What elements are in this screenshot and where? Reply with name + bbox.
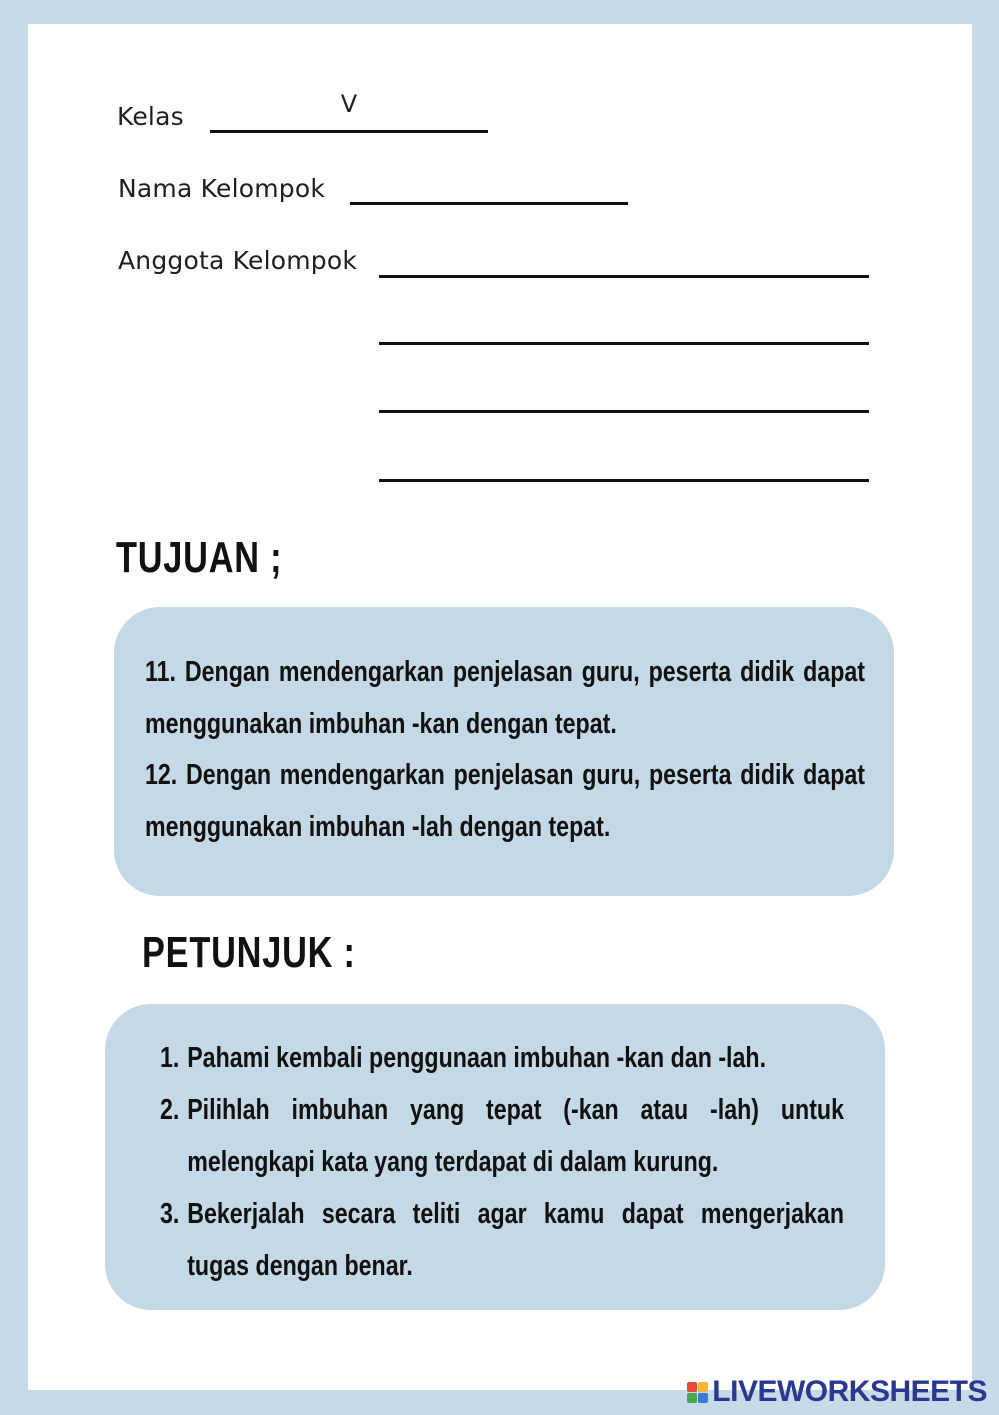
anggota-line-4[interactable] bbox=[379, 479, 869, 482]
kelas-input[interactable]: V bbox=[340, 90, 358, 118]
petunjuk-text: Pilihlah imbuhan yang tepat (-kan atau -lah) untuk melengkapi kata yang terdapat di dalam kurung. bbox=[187, 1094, 844, 1178]
petunjuk-text: Bekerjalah secara teliti agar kamu dapat mengerjakan tugas dengan benar. bbox=[187, 1198, 844, 1282]
logo-square bbox=[698, 1382, 708, 1392]
tujuan-item-12: 12. Dengan mendengarkan penjelasan guru, peserta didik dapat menggunakan imbuhan -lah dengan tepat. bbox=[145, 759, 865, 843]
petunjuk-num: 3. bbox=[160, 1198, 180, 1230]
brand-text: LIVEWORKSHEETS bbox=[712, 1375, 987, 1408]
liveworksheets-brand bbox=[687, 1375, 987, 1409]
petunjuk-list bbox=[160, 1032, 844, 1292]
petunjuk-num: 1. bbox=[160, 1042, 180, 1074]
logo-square bbox=[698, 1393, 708, 1403]
anggota-line-1[interactable] bbox=[379, 275, 869, 278]
liveworksheets-logo-icon bbox=[687, 1382, 708, 1403]
tujuan-title: TUJUAN ; bbox=[116, 533, 283, 582]
petunjuk-item-2 bbox=[160, 1084, 844, 1188]
petunjuk-item-1 bbox=[160, 1032, 844, 1084]
logo-square bbox=[687, 1393, 697, 1403]
anggota-line-2[interactable] bbox=[379, 342, 869, 345]
anggota-line-3[interactable] bbox=[379, 410, 869, 413]
anggota-kelompok-label: Anggota Kelompok bbox=[118, 246, 358, 275]
kelas-line bbox=[210, 130, 488, 133]
kelas-label: Kelas bbox=[117, 102, 184, 131]
nama-kelompok-label: Nama Kelompok bbox=[118, 174, 326, 203]
petunjuk-item-3 bbox=[160, 1188, 844, 1292]
petunjuk-num: 2. bbox=[160, 1094, 180, 1126]
nama-kelompok-line[interactable] bbox=[350, 202, 628, 205]
petunjuk-text: Pahami kembali penggunaan imbuhan -kan dan -lah. bbox=[187, 1042, 767, 1074]
petunjuk-title: PETUNJUK : bbox=[142, 928, 356, 977]
logo-square bbox=[687, 1382, 697, 1392]
tujuan-item-11: 11. Dengan mendengarkan penjelasan guru, peserta didik dapat menggunakan imbuhan -kan dengan tepat. bbox=[145, 656, 865, 740]
